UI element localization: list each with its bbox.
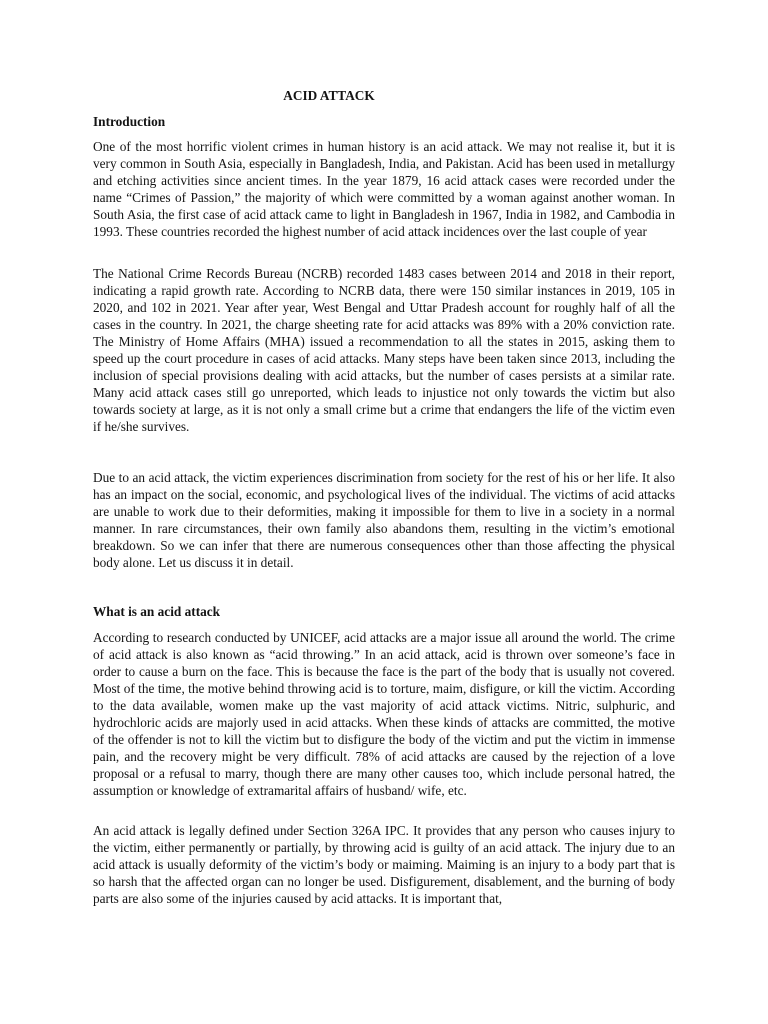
definition-paragraph-2: An acid attack is legally defined under Section 326A IPC. It provides that any person who causes injury to the victim, either permanently or partially, by throwing acid is guilty of an acid attack. The injury due to an acid attack is usually deformity of the victim’s body or maiming. Maiming is an injury to a body part that is so harsh that the affected organ can no longer be used. Disfigurement, disablement, and the burning of body parts are also some of the injuries caused by acid attacks. It is important that, [93,823,675,906]
intro-paragraph-2: The National Crime Records Bureau (NCRB) recorded 1483 cases between 2014 and 2018 in their report, indicating a rapid growth rate. According to NCRB data, there were 150 similar instances in 2019, 105 in 2020, and 102 in 2021. Year after year, West Bengal and Uttar Pradesh account for roughly half of all the cases in the country. In 2021, the charge sheeting rate for acid attacks was 89% with a 20% conviction rate. The Ministry of Home Affairs (MHA) issued a recommendation to all the states in 2015, asking them to speed up the court procedure in cases of acid attacks. Many steps have been taken since 2013, including the inclusion of special provisions dealing with acid attacks, but the number of cases persists at a similar rate. Many acid attack cases still go unreported, which leads to injustice not only towards the victim but also towards society at large, as it is not only a small crime but a crime that endangers the life of the victim even if he/she survives. [93,266,675,434]
intro-paragraph-1: One of the most horrific violent crimes in human history is an acid attack. We may not realise it, but it is very common in South Asia, especially in Bangladesh, India, and Pakistan. Acid has been used in metallurgy and etching activities since ancient times. In the year 1879, 16 acid attack cases were recorded under the name “Crimes of Passion,” the majority of which were committed by a woman against another woman. In South Asia, the first case of acid attack came to light in Bangladesh in 1967, India in 1982, and Cambodia in 1993. These countries recorded the highest number of acid attack incidences over the last couple of year [93,139,675,239]
definition-paragraph-1: According to research conducted by UNICEF, acid attacks are a major issue all around the world. The crime of acid attack is also known as “acid throwing.” In an acid attack, acid is thrown over someone’s face in order to cause a burn on the face. This is because the face is the part of the body that is usually not covered. Most of the time, the motive behind throwing acid is to torture, maim, disfigure, or kill the victim. According to the data available, women make up the vast majority of acid attack victims. Nitric, sulphuric, and hydrochloric acids are majorly used in acid attacks. When these kinds of attacks are committed, the motive of the offender is not to kill the victim but to disfigure the body of the victim and put the victim in immense pain, and the recovery might be very difficult. 78% of acid attacks are caused by the rejection of a love proposal or a refusal to marry, though there are many other causes too, which include personal hatred, the assumption or knowledge of extramarital affairs of husband/ wife, etc. [93,630,675,798]
document-title: ACID ATTACK [283,88,375,103]
section-heading-what-is-acid-attack: What is an acid attack [93,604,221,619]
section-heading-introduction: Introduction [93,114,166,129]
intro-paragraph-3: Due to an acid attack, the victim experiences discrimination from society for the rest of his or her life. It also has an impact on the social, economic, and psychological lives of the individual. The victims of acid attacks are unable to work due to their deformities, making it impossible for them to live in a society in a normal manner. In rare circumstances, their own family also abandons them, resulting in the victim’s emotional breakdown. So we can infer that there are numerous consequences other than those affecting the physical body alone. Let us discuss it in detail. [93,470,675,570]
